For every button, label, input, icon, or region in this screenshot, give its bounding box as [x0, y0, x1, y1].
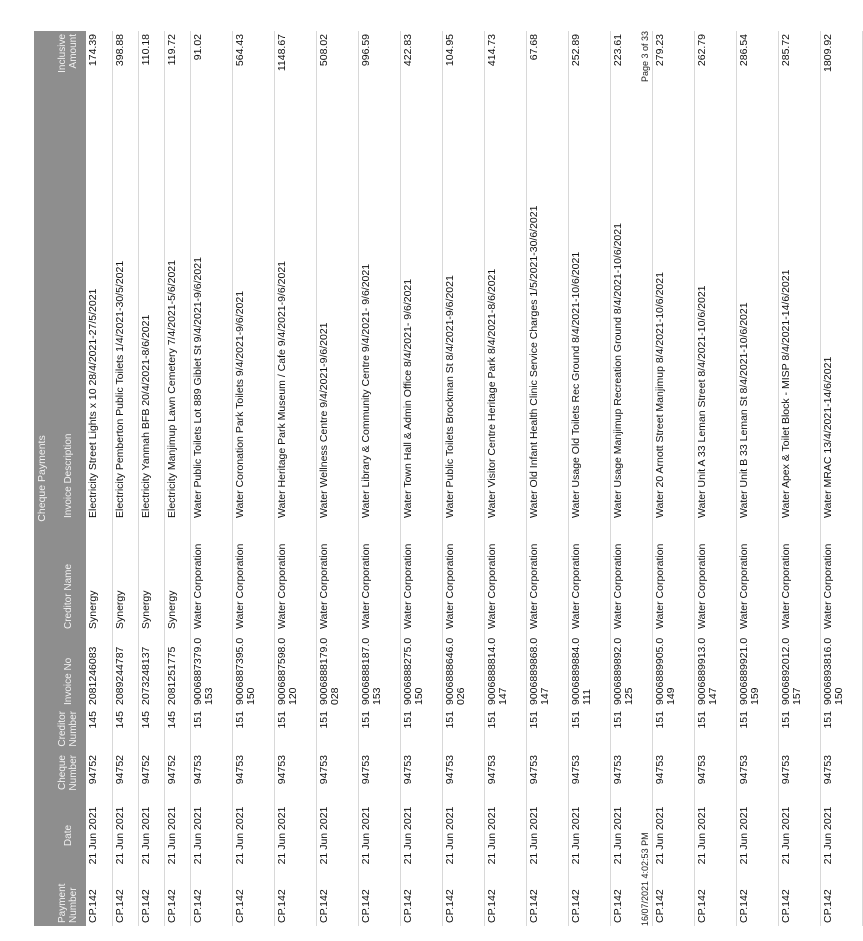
- col-inclusive-amount: Inclusive Amount: [50, 31, 86, 94]
- payment-number-cell: CP.142: [820, 869, 862, 926]
- table-row: [820, 31, 862, 926]
- inclusive-amount-cell: 286.54: [736, 31, 778, 94]
- inclusive-amount-cell: 398.88: [112, 31, 138, 94]
- creditor-number-cell: 151: [358, 708, 400, 752]
- cheque-number-cell: 94753: [442, 752, 484, 802]
- payment-number-cell: CP.142: [164, 869, 190, 926]
- inclusive-amount-cell: 1809.92: [820, 31, 862, 94]
- invoice-description-cell: Water Heritage Park Museum / Cafe 9/4/2021-9/6/2021: [274, 94, 316, 521]
- invoice-no-cell: 9006889921.0159: [736, 632, 778, 708]
- creditor-name-cell: Water Corporation: [400, 521, 442, 632]
- table-title-row: [34, 31, 50, 926]
- cheque-number-cell: 94753: [778, 752, 820, 802]
- invoice-no-cell: 2081251775: [164, 632, 190, 708]
- payment-number-cell: CP.142: [484, 869, 526, 926]
- inclusive-amount-cell: 174.39: [86, 31, 112, 94]
- cheque-number-cell: 94753: [400, 752, 442, 802]
- creditor-name-cell: Water Corporation: [358, 521, 400, 632]
- invoice-no-cell: 2089244787: [112, 632, 138, 708]
- inclusive-amount-cell: 104.95: [442, 31, 484, 94]
- inclusive-amount-cell: 252.89: [568, 31, 610, 94]
- table-row: [694, 31, 736, 926]
- table-row: [778, 31, 820, 926]
- creditor-name-cell: Synergy: [112, 521, 138, 632]
- invoice-no-cell: 9006887598.0120: [274, 632, 316, 708]
- creditor-number-cell: 145: [164, 708, 190, 752]
- date-cell: 21 Jun 2021: [610, 802, 652, 869]
- creditor-name-cell: Water Corporation: [484, 521, 526, 632]
- date-cell: 21 Jun 2021: [442, 802, 484, 869]
- print-timestamp: 16/07/2021 4:02:53 PM: [640, 832, 650, 926]
- creditor-name-cell: Water Corporation: [736, 521, 778, 632]
- inclusive-amount-cell: 414.73: [484, 31, 526, 94]
- invoice-description-cell: Electricity Manjimup Lawn Cemetery 7/4/2021-5/6/2021: [164, 94, 190, 521]
- col-creditor-name: Creditor Name: [50, 521, 86, 632]
- date-cell: 21 Jun 2021: [778, 802, 820, 869]
- payment-number-cell: CP.142: [316, 869, 358, 926]
- col-payment-number: Payment Number: [50, 869, 86, 926]
- cheque-number-cell: 94753: [568, 752, 610, 802]
- creditor-name-cell: Water Corporation: [442, 521, 484, 632]
- date-cell: 21 Jun 2021: [568, 802, 610, 869]
- invoice-description-cell: Water Coronation Park Toilets 9/4/2021-9/6/2021: [232, 94, 274, 521]
- creditor-name-cell: Water Corporation: [232, 521, 274, 632]
- column-header-row: [50, 31, 86, 926]
- date-cell: 21 Jun 2021: [652, 802, 694, 869]
- date-cell: 21 Jun 2021: [138, 802, 164, 869]
- inclusive-amount-cell: 110.18: [138, 31, 164, 94]
- creditor-name-cell: Water Corporation: [778, 521, 820, 632]
- col-creditor-number: Creditor Number: [50, 708, 86, 752]
- cheque-number-cell: 94753: [358, 752, 400, 802]
- table-row: [86, 31, 112, 926]
- cheque-number-cell: 94753: [274, 752, 316, 802]
- payment-number-cell: CP.142: [190, 869, 232, 926]
- invoice-description-cell: Water Town Hall & Admin Office 8/4/2021- 9/6/2021: [400, 94, 442, 521]
- creditor-number-cell: 151: [232, 708, 274, 752]
- table-row: [274, 31, 316, 926]
- invoice-no-cell: 9006892012.0157: [778, 632, 820, 708]
- creditor-number-cell: 151: [526, 708, 568, 752]
- col-invoice-no: Invoice No: [50, 632, 86, 708]
- invoice-description-cell: Water MRAC 13/4/2021-14/6/2021: [820, 94, 862, 521]
- cheque-number-cell: 94753: [694, 752, 736, 802]
- payment-number-cell: CP.142: [652, 869, 694, 926]
- payment-number-cell: CP.142: [358, 869, 400, 926]
- invoice-description-cell: Water Apex & Toilet Block - MISP 8/4/2021-14/6/2021: [778, 94, 820, 521]
- date-cell: 21 Jun 2021: [736, 802, 778, 869]
- invoice-description-cell: Water Unit B 33 Leman St 8/4/2021-10/6/2021: [736, 94, 778, 521]
- table-row: [652, 31, 694, 926]
- inclusive-amount-cell: 1148.67: [274, 31, 316, 94]
- table-row: [736, 31, 778, 926]
- table-title: Cheque Payments: [34, 31, 50, 926]
- inclusive-amount-cell: 422.83: [400, 31, 442, 94]
- cheque-number-cell: 94753: [190, 752, 232, 802]
- date-cell: 21 Jun 2021: [232, 802, 274, 869]
- invoice-description-cell: Electricity Pemberton Public Toilets 1/4/2021-30/5/2021: [112, 94, 138, 521]
- invoice-description-cell: Water Wellness Centre 9/4/2021-9/6/2021: [316, 94, 358, 521]
- payment-number-cell: CP.142: [694, 869, 736, 926]
- creditor-name-cell: Water Corporation: [694, 521, 736, 632]
- invoice-no-cell: 9006887395.0150: [232, 632, 274, 708]
- table-row: [190, 31, 232, 926]
- invoice-description-cell: Electricity Yanmah BFB 20/4/2021-8/6/2021: [138, 94, 164, 521]
- date-cell: 21 Jun 2021: [820, 802, 862, 869]
- date-cell: 21 Jun 2021: [316, 802, 358, 869]
- invoice-description-cell: Water Visitor Centre Heritage Park 8/4/2021-8/6/2021: [484, 94, 526, 521]
- creditor-number-cell: 151: [400, 708, 442, 752]
- inclusive-amount-cell: 223.61: [610, 31, 652, 94]
- creditor-number-cell: 151: [274, 708, 316, 752]
- date-cell: 21 Jun 2021: [526, 802, 568, 869]
- inclusive-amount-cell: 996.59: [358, 31, 400, 94]
- invoice-description-cell: Water Usage Old Toilets Rec Ground 8/4/2021-10/6/2021: [568, 94, 610, 521]
- creditor-number-cell: 151: [652, 708, 694, 752]
- table-row: [358, 31, 400, 926]
- invoice-no-cell: 9006888179.0028: [316, 632, 358, 708]
- creditor-number-cell: 151: [820, 708, 862, 752]
- table-row: [526, 31, 568, 926]
- table-row: [484, 31, 526, 926]
- table-row: [610, 31, 652, 926]
- cheque-number-cell: 94753: [610, 752, 652, 802]
- invoice-no-cell: 9006888646.0026: [442, 632, 484, 708]
- inclusive-amount-cell: 119.72: [164, 31, 190, 94]
- table-row: [400, 31, 442, 926]
- creditor-number-cell: 151: [190, 708, 232, 752]
- cheque-number-cell: 94753: [736, 752, 778, 802]
- creditor-name-cell: Synergy: [138, 521, 164, 632]
- col-date: Date: [50, 802, 86, 869]
- invoice-no-cell: 9006889905.0149: [652, 632, 694, 708]
- creditor-name-cell: Water Corporation: [316, 521, 358, 632]
- invoice-no-cell: 9006893816.0150: [820, 632, 862, 708]
- date-cell: 21 Jun 2021: [358, 802, 400, 869]
- inclusive-amount-cell: 91.02: [190, 31, 232, 94]
- col-cheque-number: Cheque Number: [50, 752, 86, 802]
- inclusive-amount-cell: 508.02: [316, 31, 358, 94]
- inclusive-amount-cell: 67.68: [526, 31, 568, 94]
- payment-number-cell: CP.142: [736, 869, 778, 926]
- creditor-number-cell: 145: [138, 708, 164, 752]
- cheque-number-cell: 94752: [86, 752, 112, 802]
- creditor-name-cell: Water Corporation: [274, 521, 316, 632]
- creditor-name-cell: Water Corporation: [820, 521, 862, 632]
- creditor-number-cell: 151: [736, 708, 778, 752]
- creditor-number-cell: 151: [316, 708, 358, 752]
- payment-number-cell: CP.142: [232, 869, 274, 926]
- table-row: [568, 31, 610, 926]
- creditor-number-cell: 151: [568, 708, 610, 752]
- payment-number-cell: CP.142: [610, 869, 652, 926]
- invoice-no-cell: 9006889884.0111: [568, 632, 610, 708]
- inclusive-amount-cell: 262.79: [694, 31, 736, 94]
- creditor-name-cell: Water Corporation: [610, 521, 652, 632]
- date-cell: 21 Jun 2021: [164, 802, 190, 869]
- creditor-name-cell: Water Corporation: [652, 521, 694, 632]
- invoice-no-cell: 9006888814.0147: [484, 632, 526, 708]
- invoice-no-cell: 9006888187.0153: [358, 632, 400, 708]
- cheque-number-cell: 94753: [316, 752, 358, 802]
- date-cell: 21 Jun 2021: [400, 802, 442, 869]
- payment-number-cell: CP.142: [568, 869, 610, 926]
- cheque-number-cell: 94753: [526, 752, 568, 802]
- creditor-number-cell: 151: [610, 708, 652, 752]
- invoice-no-cell: 9006889892.0125: [610, 632, 652, 708]
- payment-number-cell: CP.142: [400, 869, 442, 926]
- cheque-number-cell: 94752: [164, 752, 190, 802]
- invoice-no-cell: 2073248137: [138, 632, 164, 708]
- table-row: [112, 31, 138, 926]
- table-row: [232, 31, 274, 926]
- invoice-description-cell: Water Unit A 33 Leman Street 8/4/2021-10/6/2021: [694, 94, 736, 521]
- cheque-number-cell: 94753: [652, 752, 694, 802]
- cheque-number-cell: 94752: [138, 752, 164, 802]
- payment-number-cell: CP.142: [274, 869, 316, 926]
- invoice-no-cell: 9006889868.0147: [526, 632, 568, 708]
- invoice-description-cell: Water 20 Arnott Street Manjimup 8/4/2021-10/6/2021: [652, 94, 694, 521]
- creditor-number-cell: 151: [442, 708, 484, 752]
- invoice-no-cell: 9006887379.0153: [190, 632, 232, 708]
- payment-number-cell: CP.142: [112, 869, 138, 926]
- invoice-description-cell: Water Public Toilets Brockman St 8/4/2021-9/6/2021: [442, 94, 484, 521]
- date-cell: 21 Jun 2021: [190, 802, 232, 869]
- table-row: [138, 31, 164, 926]
- date-cell: 21 Jun 2021: [86, 802, 112, 869]
- date-cell: 21 Jun 2021: [484, 802, 526, 869]
- invoice-description-cell: Water Old Infant Health Clinic Service Charges 1/5/2021-30/6/2021: [526, 94, 568, 521]
- cheque-payments-table: [34, 31, 863, 926]
- payment-number-cell: CP.142: [138, 869, 164, 926]
- inclusive-amount-cell: 564.43: [232, 31, 274, 94]
- creditor-number-cell: 151: [484, 708, 526, 752]
- page-number: Page 3 of 33: [640, 31, 650, 83]
- payment-number-cell: CP.142: [442, 869, 484, 926]
- invoice-no-cell: 2081246083: [86, 632, 112, 708]
- date-cell: 21 Jun 2021: [694, 802, 736, 869]
- invoice-description-cell: Electricity Street Lights x 10 28/4/2021-27/5/2021: [86, 94, 112, 521]
- creditor-name-cell: Synergy: [164, 521, 190, 632]
- creditor-number-cell: 145: [86, 708, 112, 752]
- cheque-number-cell: 94753: [232, 752, 274, 802]
- creditor-name-cell: Water Corporation: [190, 521, 232, 632]
- payment-number-cell: CP.142: [86, 869, 112, 926]
- invoice-no-cell: 9006888275.0150: [400, 632, 442, 708]
- invoice-description-cell: Water Public Toilets Lot 889 Giblet St 9/4/2021-9/6/2021: [190, 94, 232, 521]
- cheque-number-cell: 94752: [112, 752, 138, 802]
- date-cell: 21 Jun 2021: [274, 802, 316, 869]
- creditor-number-cell: 151: [694, 708, 736, 752]
- invoice-description-cell: Water Usage Manjimup Recreation Ground 8/4/2021-10/6/2021: [610, 94, 652, 521]
- col-invoice-description: Invoice Description: [50, 94, 86, 521]
- payment-number-cell: CP.142: [526, 869, 568, 926]
- payment-number-cell: CP.142: [778, 869, 820, 926]
- creditor-name-cell: Water Corporation: [526, 521, 568, 632]
- table-row: [316, 31, 358, 926]
- creditor-name-cell: Water Corporation: [568, 521, 610, 632]
- date-cell: 21 Jun 2021: [112, 802, 138, 869]
- invoice-no-cell: 9006889913.0147: [694, 632, 736, 708]
- inclusive-amount-cell: 279.23: [652, 31, 694, 94]
- cheque-number-cell: 94753: [820, 752, 862, 802]
- inclusive-amount-cell: 285.72: [778, 31, 820, 94]
- creditor-number-cell: 151: [778, 708, 820, 752]
- creditor-name-cell: Synergy: [86, 521, 112, 632]
- table-row: [442, 31, 484, 926]
- cheque-number-cell: 94753: [484, 752, 526, 802]
- invoice-description-cell: Water Library & Community Centre 9/4/2021- 9/6/2021: [358, 94, 400, 521]
- creditor-number-cell: 145: [112, 708, 138, 752]
- table-row: [164, 31, 190, 926]
